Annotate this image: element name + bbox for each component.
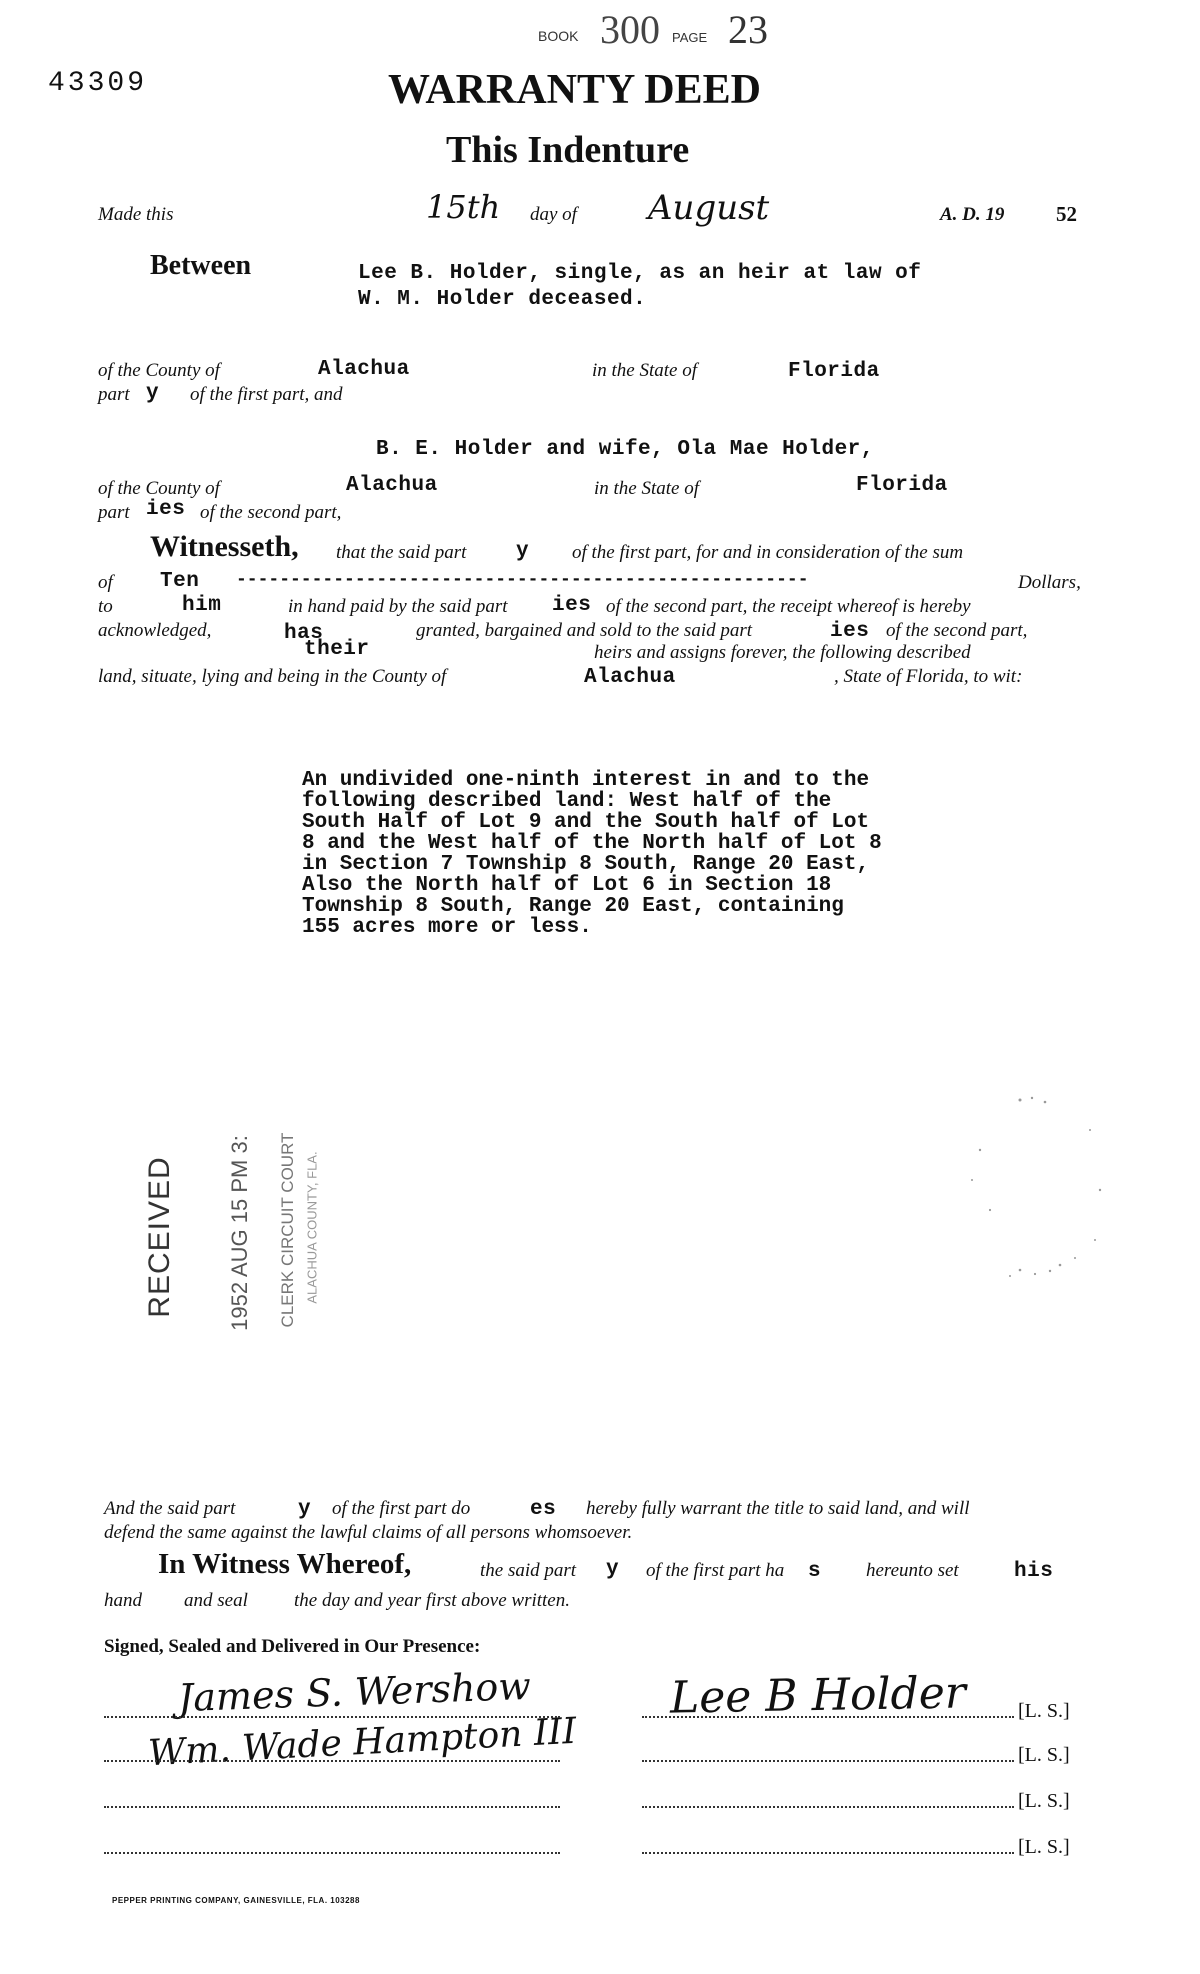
witness-line-2 [104,1760,560,1762]
second-state-value: Florida [856,474,948,497]
document-subtitle: This Indenture [446,129,690,171]
received-stamp [120,1110,320,1350]
page-label: PAGE [672,30,708,45]
first-part-text: of the first part, and [190,384,343,405]
between-label: Between [150,250,252,281]
description-line: South Half of Lot 9 and the South half of Lot [302,811,870,834]
file-number: 43309 [48,68,148,99]
received-clerk: CLERK CIRCUIT COURT [278,1132,297,1328]
sum-value: Ten [160,570,200,593]
witnesseth-line4-b: of the second part, [886,620,1028,641]
in-witness-line1-a: the said part [480,1560,577,1581]
received-county: ALACHUA COUNTY, FLA. [304,1151,320,1304]
in-witness-line2-c: the day and year first above written. [294,1590,570,1611]
description-line: An undivided one-ninth interest in and to the [302,769,870,792]
ls-label-4: [L. S.] [1018,1836,1070,1858]
legal-description [302,770,882,938]
second-part-prefix: part [98,502,130,523]
seal-line-4 [642,1852,1014,1854]
second-state-label: in the State of [594,478,700,499]
witnesseth-of: of [98,572,113,593]
second-county-label: of the County of [98,478,220,499]
to-whom-value: him [182,594,222,617]
second-part-suffix: ies [146,498,186,521]
printer-footer: PEPPER PRINTING COMPANY, GAINESVILLE, FLA. 103288 [112,1896,360,1905]
grantor-line-1: Lee B. Holder, single, as an heir at law of [358,262,922,285]
in-witness-line1-b: of the first part ha [646,1560,785,1581]
made-this-label: Made this [98,204,174,225]
first-part-prefix: part [98,384,130,405]
description-line: Also the North half of Lot 6 in Section 18 [302,874,832,897]
witnesseth-line3-b: of the second part, the receipt whereof is hereby [606,596,971,617]
first-county-value: Alachua [318,358,410,381]
their-value: their [304,638,370,661]
warranty-line1-b: of the first part do [332,1498,471,1519]
witnesseth-line1-fill: y [516,540,530,563]
seal-line-2 [642,1760,1014,1762]
day-handwritten: 15th [426,188,501,226]
dollars-label: Dollars, [1018,572,1081,593]
witnesseth-line5-a: heirs and assigns forever, the following described [594,642,971,663]
warranty-line1-a: And the said part [104,1498,236,1519]
witness-line-1 [104,1716,560,1718]
witness-1-signature: James S. Wershow [177,1663,532,1721]
witnesseth-to: to [98,596,113,617]
first-part-suffix: y [146,382,160,405]
witness-line-3 [104,1806,560,1808]
in-witness-line2-b: and seal [184,1590,248,1611]
received-date: 1952 AUG 15 PM 3: [227,1135,252,1331]
ls-label-3: [L. S.] [1018,1790,1070,1812]
warranty-line2: defend the same against the lawful claims of all persons whomsoever. [104,1522,633,1543]
signed-sealed-heading: Signed, Sealed and Delivered in Our Presence: [104,1636,481,1657]
ad-label: A. D. 19 [940,204,1005,225]
seal-line-1 [642,1716,1014,1718]
second-part-text: of the second part, [200,502,342,523]
witnesseth-line4-fill: ies [830,620,870,643]
in-witness-line1-fill3: his [1014,1560,1054,1583]
ls-label-1: [L. S.] [1018,1700,1070,1722]
grantees-line: B. E. Holder and wife, Ola Mae Holder, [376,438,874,461]
witnesseth-line1-b: of the first part, for and in consideration of the sum [572,542,964,563]
first-state-value: Florida [788,360,880,383]
has-value: has [284,622,324,645]
month-handwritten: August [648,188,770,228]
witnesseth-line1-a: that the said part [336,542,467,563]
description-line: in Section 7 Township 8 South, Range 20 East, [302,853,870,876]
warranty-line1-fill2: es [530,1498,557,1521]
in-witness-line2-a: hand [104,1590,142,1611]
description-line: Township 8 South, Range 20 East, containing [302,895,844,918]
in-witness-line1-c: hereunto set [866,1560,959,1581]
description-line: 8 and the West half of the North half of Lot 8 [302,832,882,855]
witnesseth-line3-fill: ies [552,594,592,617]
seal-line-3 [642,1806,1014,1808]
in-witness-label: In Witness Whereof, [158,1548,412,1580]
witnesseth-line3-a: in hand paid by the said part [288,596,508,617]
grantor-signature: Lee B Holder [669,1667,967,1724]
warranty-line1-fill: y [298,1498,312,1521]
witnesseth-acknowledged: acknowledged, [98,620,212,641]
witnesseth-line6-b: , State of Florida, to wit: [834,666,1023,687]
in-witness-line1-fill: y [606,1558,620,1581]
in-witness-line1-fill2: s [808,1560,822,1583]
witness-line-4 [104,1852,560,1854]
first-county-label: of the County of [98,360,220,381]
seal-impression [950,1090,1130,1290]
witnesseth-line4-a: granted, bargained and sold to the said part [416,620,753,641]
ls-label-2: [L. S.] [1018,1744,1070,1766]
description-line: following described land: West half of the [302,790,832,813]
document-title: WARRANTY DEED [388,67,761,113]
day-of-label: day of [530,204,577,225]
received-text: RECEIVED [143,1156,176,1318]
book-number: 300 [600,7,660,52]
second-county-value: Alachua [346,474,438,497]
sum-dashes: ----------------------------------------------------- [236,570,809,590]
description-line: 155 acres more or less. [302,916,592,939]
witnesseth-label: Witnesseth, [150,530,299,563]
year-value: 52 [1056,202,1077,226]
first-state-label: in the State of [592,360,698,381]
witness-2-signature: Wm. Wade Hampton III [147,1710,578,1775]
witnesseth-line6-a: land, situate, lying and being in the County of [98,666,447,687]
land-county-value: Alachua [584,666,676,689]
grantor-line-2: W. M. Holder deceased. [358,288,647,311]
book-label: BOOK [538,28,579,44]
warranty-line1-c: hereby fully warrant the title to said land, and will [586,1498,970,1519]
page-number: 23 [728,7,768,52]
